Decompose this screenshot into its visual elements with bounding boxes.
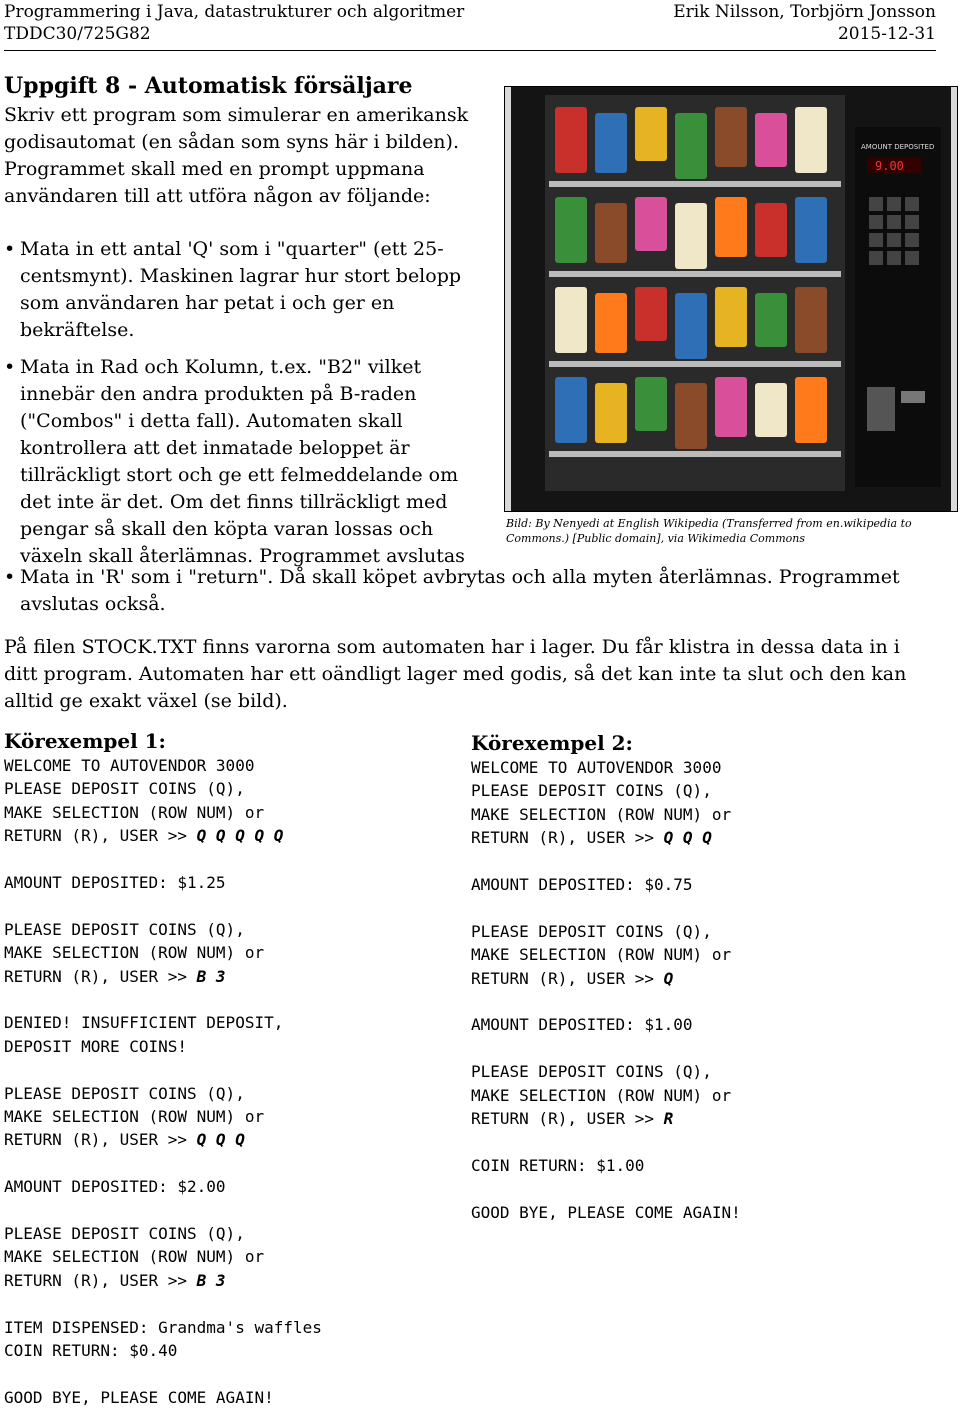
blank-line (4, 1292, 322, 1315)
output-text: MAKE SELECTION (ROW NUM) or (471, 945, 732, 965)
blank-line (4, 848, 322, 871)
product-bag (675, 113, 707, 179)
output-text: PLEASE DEPOSIT COINS (Q), (471, 921, 712, 941)
bullet-list-top (4, 236, 494, 570)
output-text: AMOUNT DEPOSITED: $2.00 (4, 1177, 226, 1197)
keypad-key (905, 197, 919, 211)
transcript-line (471, 1013, 741, 1036)
blank-line (4, 988, 322, 1011)
keypad-key (905, 251, 919, 265)
blank-line (471, 1177, 741, 1200)
display-readout: 9.00 (875, 159, 904, 173)
keypad-key (887, 215, 901, 229)
shelf-rail (549, 451, 841, 457)
product-bag (715, 197, 747, 257)
output-text: MAKE SELECTION (ROW NUM) or (4, 1247, 265, 1267)
output-text: GOOD BYE, PLEASE COME AGAIN! (471, 1202, 741, 1222)
transcript-line (471, 779, 741, 802)
output-text: DEPOSIT MORE COINS! (4, 1036, 188, 1056)
example2-transcript (471, 756, 741, 1224)
product-bag (635, 107, 667, 161)
stock-paragraph: På filen STOCK.TXT finns varorna som automaten har i lager. Du får klistra in dessa data in i ditt program. Automaten har ett oändligt lager med godis, så det kan inte ta slut och den kan alltid ge exakt växel (se bild). (4, 636, 907, 712)
product-bag (675, 203, 707, 269)
output-text: PLEASE DEPOSIT COINS (Q), (471, 781, 712, 801)
user-input: B 3 (196, 966, 226, 986)
transcript-line (4, 965, 322, 988)
transcript-line (4, 941, 322, 964)
product-bag (675, 293, 707, 359)
product-bag (595, 113, 627, 173)
product-bag (755, 293, 787, 347)
transcript-line (471, 967, 741, 990)
user-input: Q (663, 968, 674, 988)
bullet-item: • Mata in ett antal 'Q' som i "quarter" (ett 25-centsmynt). Maskinen lagrar hur stort belopp som användaren har petat i och ger en bekräftelse. (4, 236, 494, 344)
vending-machine-illustration (505, 87, 957, 511)
transcript-line (4, 1316, 322, 1339)
transcript-line (4, 1339, 322, 1362)
product-bag (635, 377, 667, 431)
course-code: TDDC30/725G82 (4, 24, 151, 44)
transcript-line (4, 1082, 322, 1105)
output-text: AMOUNT DEPOSITED: $1.00 (471, 1015, 693, 1035)
transcript-line (4, 1222, 322, 1245)
output-text: RETURN (R), USER >> (471, 828, 664, 848)
bullet-list-bottom (4, 564, 924, 618)
keypad-key (869, 197, 883, 211)
user-input: Q Q Q (196, 1130, 245, 1150)
blank-line (4, 1152, 322, 1175)
product-bag (755, 383, 787, 437)
example2-title: Körexempel 2: (471, 731, 633, 755)
keypad-key (905, 233, 919, 247)
output-text: PLEASE DEPOSIT COINS (Q), (4, 919, 245, 939)
blank-line (471, 896, 741, 919)
image-caption: Bild: By Nenyedi at English Wikipedia (Transferred from en.wikipedia to Commons.) [Public domain], via Wikimedia Commons (506, 517, 912, 545)
output-text: AMOUNT DEPOSITED: $0.75 (471, 875, 693, 895)
transcript-line (471, 1154, 741, 1177)
product-bag (635, 197, 667, 251)
transcript-line (4, 918, 322, 941)
keypad-key (905, 215, 919, 229)
product-bag (555, 287, 587, 353)
shelf-rail (549, 271, 841, 277)
transcript-line (4, 1386, 322, 1409)
blank-line (471, 990, 741, 1013)
output-text: AMOUNT DEPOSITED: $1.25 (4, 873, 226, 893)
product-bag (595, 203, 627, 263)
transcript-line (4, 1245, 322, 1268)
output-text: WELCOME TO AUTOVENDOR 3000 (471, 758, 722, 777)
bullet-item: • Mata in Rad och Kolumn, t.ex. "B2" vilket innebär den andra produkten på B-raden ("Combos" i detta fall). Automaten skall kontrollera att det inmatade beloppet är tillräckligt stort och ge ett felmeddelande om det inte är det. Om det finns tillräckligt med pengar så skall den köpta varan lossas och växeln skall återlämnas. Programmet avslutas (4, 354, 494, 570)
output-text: PLEASE DEPOSIT COINS (Q), (4, 779, 245, 799)
blank-line (4, 1362, 322, 1385)
product-bag (795, 377, 827, 443)
transcript-line (4, 1128, 322, 1151)
keypad-key (887, 197, 901, 211)
transcript-line (4, 1269, 322, 1292)
transcript-line (4, 1105, 322, 1128)
coin-slot (901, 391, 925, 403)
keypad-key (887, 233, 901, 247)
date: 2015-12-31 (837, 24, 936, 44)
output-text: COIN RETURN: $1.00 (471, 1155, 645, 1175)
transcript-line (4, 824, 322, 847)
shelf-rail (549, 361, 841, 367)
example1-transcript (4, 754, 322, 1409)
authors: Erik Nilsson, Torbjörn Jonsson (673, 2, 936, 22)
transcript-line (471, 873, 741, 896)
output-text: MAKE SELECTION (ROW NUM) or (471, 804, 732, 824)
transcript-line (4, 871, 322, 894)
output-text: GOOD BYE, PLEASE COME AGAIN! (4, 1387, 274, 1407)
blank-line (4, 1058, 322, 1081)
blank-line (4, 1199, 322, 1222)
coin-return-slot (867, 387, 895, 431)
transcript-line (4, 801, 322, 824)
transcript-line (471, 1201, 741, 1224)
task-title: Uppgift 8 - Automatisk försäljare (4, 73, 413, 99)
keypad-key (869, 215, 883, 229)
output-text: ITEM DISPENSED: Grandma's waffles (4, 1317, 322, 1337)
blank-line (471, 850, 741, 873)
blank-line (471, 1130, 741, 1153)
output-text: PLEASE DEPOSIT COINS (Q), (4, 1224, 245, 1244)
product-bag (795, 107, 827, 173)
transcript-line (471, 920, 741, 943)
product-bag (795, 287, 827, 353)
product-bag (755, 113, 787, 167)
output-text: PLEASE DEPOSIT COINS (Q), (471, 1062, 712, 1082)
transcript-line (471, 826, 741, 849)
output-text: MAKE SELECTION (ROW NUM) or (4, 943, 265, 963)
product-bag (715, 107, 747, 167)
example1-title: Körexempel 1: (4, 729, 166, 753)
product-bag (675, 383, 707, 449)
page-header (4, 0, 936, 51)
transcript-line (471, 1107, 741, 1130)
keypad-key (869, 251, 883, 265)
output-text: RETURN (R), USER >> (471, 1109, 664, 1129)
shelf-rail (549, 181, 841, 187)
output-text: DENIED! INSUFFICIENT DEPOSIT, (4, 1013, 284, 1033)
user-input: Q Q Q Q Q (196, 826, 284, 846)
output-text: WELCOME TO AUTOVENDOR 3000 (4, 756, 255, 775)
user-input: B 3 (196, 1270, 226, 1290)
transcript-line (4, 777, 322, 800)
course-title: Programmering i Java, datastrukturer och algoritmer (4, 2, 465, 22)
transcript-line (4, 754, 322, 777)
product-bag (715, 287, 747, 347)
task-intro: Skriv ett program som simulerar en amerikansk godisautomat (en sådan som syns här i bilden). Programmet skall med en prompt uppmana användaren till att utföra någon av följande: (4, 104, 469, 207)
product-bag (635, 287, 667, 341)
user-input: R (663, 1109, 674, 1129)
output-text: RETURN (R), USER >> (4, 826, 197, 846)
vending-machine-photo (504, 86, 958, 512)
product-bag (595, 383, 627, 443)
blank-line (471, 1037, 741, 1060)
keypad-key (869, 233, 883, 247)
transcript-line (471, 1084, 741, 1107)
panel-label: AMOUNT DEPOSITED (861, 143, 935, 151)
transcript-line (4, 1011, 322, 1034)
product-bag (795, 197, 827, 263)
output-text: MAKE SELECTION (ROW NUM) or (4, 1107, 265, 1127)
output-text: RETURN (R), USER >> (4, 966, 197, 986)
keypad-key (887, 251, 901, 265)
product-bag (715, 377, 747, 437)
blank-line (4, 894, 322, 917)
product-bag (555, 107, 587, 173)
transcript-line (4, 1035, 322, 1058)
transcript-line (4, 1175, 322, 1198)
output-text: MAKE SELECTION (ROW NUM) or (471, 1085, 732, 1105)
product-bag (555, 377, 587, 443)
output-text: MAKE SELECTION (ROW NUM) or (4, 802, 265, 822)
product-bag (555, 197, 587, 263)
output-text: COIN RETURN: $0.40 (4, 1341, 178, 1361)
transcript-line (471, 943, 741, 966)
user-input: Q Q Q (663, 828, 712, 848)
bullet-item: • Mata in 'R' som i "return". Då skall köpet avbrytas och alla myten återlämnas. Programmet avslutas också. (4, 564, 924, 618)
transcript-line (471, 756, 741, 779)
product-bag (595, 293, 627, 353)
product-bag (755, 203, 787, 257)
control-panel (855, 127, 941, 487)
output-text: RETURN (R), USER >> (4, 1270, 197, 1290)
transcript-line (471, 803, 741, 826)
output-text: RETURN (R), USER >> (471, 968, 664, 988)
output-text: RETURN (R), USER >> (4, 1130, 197, 1150)
transcript-line (471, 1060, 741, 1083)
output-text: PLEASE DEPOSIT COINS (Q), (4, 1083, 245, 1103)
